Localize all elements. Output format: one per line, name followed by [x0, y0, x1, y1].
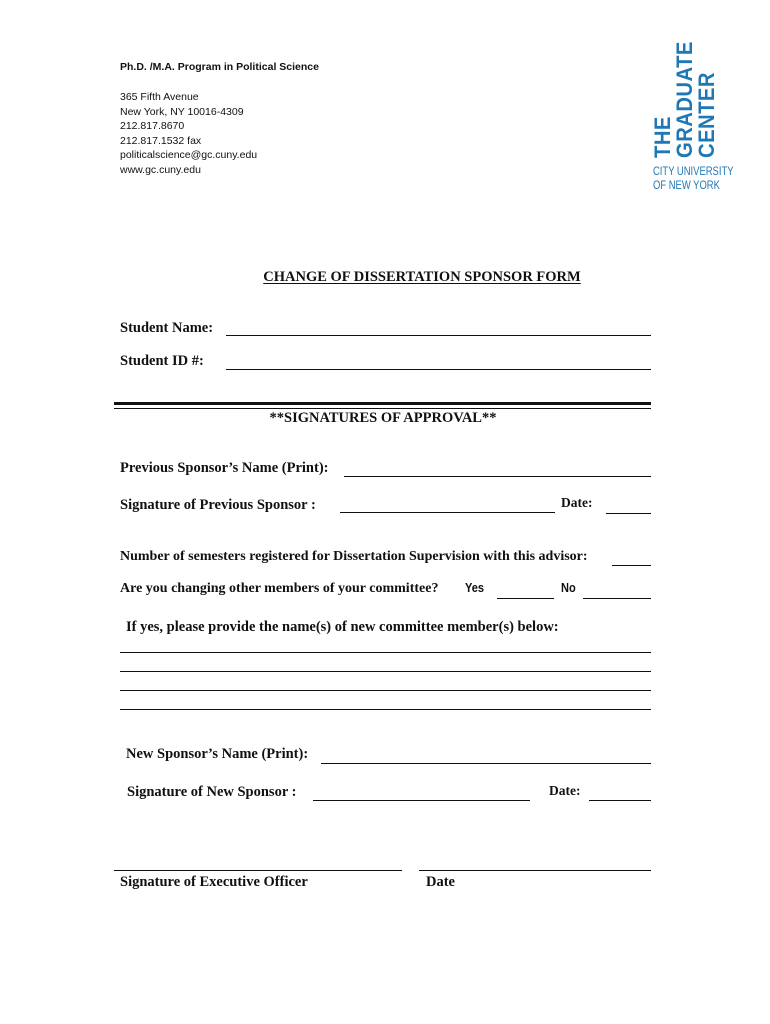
previous-sponsor-name-label: Previous Sponsor’s Name (Print):	[120, 460, 329, 476]
no-label: No	[561, 580, 576, 595]
previous-sponsor-name-field[interactable]	[344, 476, 651, 477]
program-name: Ph.D. /M.A. Program in Political Science	[120, 61, 319, 73]
logo-word-the: THE	[650, 116, 675, 158]
previous-sponsor-date-label: Date:	[561, 495, 593, 510]
student-id-field[interactable]	[226, 369, 651, 370]
new-members-label: If yes, please provide the name(s) of new committee member(s) below:	[126, 619, 559, 635]
graduate-center-logo	[650, 40, 734, 200]
executive-officer-date-field[interactable]	[419, 870, 651, 871]
email-address: politicalscience@gc.cuny.edu	[120, 149, 258, 161]
semesters-field[interactable]	[612, 565, 651, 566]
logo-sub-city-university: CITY UNIVERSITY	[653, 166, 734, 178]
new-member-line-1[interactable]	[120, 652, 651, 653]
student-name-label: Student Name:	[120, 320, 214, 336]
logo-sub-of-new-york: OF NEW YORK	[653, 180, 720, 192]
yes-field[interactable]	[497, 598, 554, 599]
committee-change-question: Are you changing other members of your committee?	[120, 581, 439, 596]
new-sponsor-name-field[interactable]	[321, 763, 651, 764]
logo-word-center: CENTER	[694, 72, 719, 158]
previous-sponsor-date-field[interactable]	[606, 513, 651, 514]
new-sponsor-signature-label: Signature of New Sponsor :	[127, 784, 297, 800]
section-divider-thin	[114, 408, 651, 409]
executive-officer-signature-field[interactable]	[114, 870, 402, 871]
signatures-heading: **SIGNATURES OF APPROVAL**	[269, 410, 497, 426]
address-city: New York, NY 10016-4309	[120, 105, 244, 118]
previous-sponsor-signature-field[interactable]	[340, 512, 555, 513]
executive-officer-signature-label: Signature of Executive Officer	[120, 874, 308, 890]
website-url: www.gc.cuny.edu	[120, 163, 201, 176]
new-sponsor-signature-field[interactable]	[313, 800, 530, 801]
new-sponsor-date-field[interactable]	[589, 800, 651, 801]
new-sponsor-name-label: New Sponsor’s Name (Print):	[126, 746, 309, 762]
form-title: CHANGE OF DISSERTATION SPONSOR FORM	[263, 269, 581, 285]
student-id-label: Student ID #:	[120, 353, 204, 369]
new-member-line-4[interactable]	[120, 709, 651, 710]
address-street: 365 Fifth Avenue	[120, 91, 199, 103]
yes-label: Yes	[465, 580, 485, 595]
new-member-line-3[interactable]	[120, 690, 651, 691]
logo-word-graduate: GRADUATE	[672, 41, 697, 158]
no-field[interactable]	[583, 598, 651, 599]
fax-number: 212.817.1532 fax	[120, 134, 202, 147]
section-divider-thick	[114, 402, 651, 405]
executive-officer-date-label: Date	[426, 874, 455, 890]
previous-sponsor-signature-label: Signature of Previous Sponsor :	[120, 497, 316, 513]
new-member-line-2[interactable]	[120, 671, 651, 672]
phone-number: 212.817.8670	[120, 120, 185, 132]
semesters-label: Number of semesters registered for Dissertation Supervision with this advisor:	[120, 549, 588, 564]
new-sponsor-date-label: Date:	[549, 783, 581, 798]
student-name-field[interactable]	[226, 335, 651, 336]
